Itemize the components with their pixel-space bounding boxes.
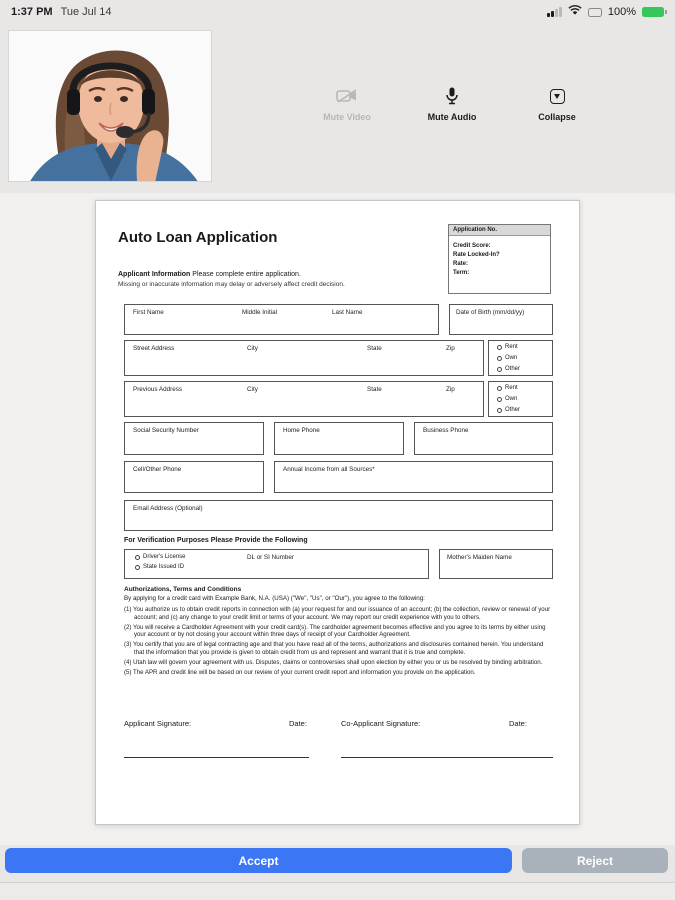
id-verification-box [124, 549, 429, 579]
applicant-information-heading: Applicant Information [118, 271, 191, 278]
own-radio: Own [497, 355, 517, 361]
collapse-button[interactable] [512, 84, 602, 123]
co-applicant-signature-label: Co-Applicant Signature: [341, 719, 421, 728]
previous-address-box [124, 381, 484, 417]
other-radio: Other [497, 407, 520, 413]
video-camera-muted-icon [302, 84, 392, 108]
state-label: State [367, 345, 382, 352]
cell-phone-label: Cell/Other Phone [133, 466, 182, 473]
applicant-information-note: Please complete entire application. [190, 271, 301, 278]
first-name-label: First Name [133, 309, 164, 316]
own-radio: Own [497, 396, 517, 402]
last-name-label: Last Name [332, 309, 363, 316]
microphone-icon [407, 84, 497, 108]
zip-label: Zip [446, 386, 455, 393]
terms-item: (3) You certify that you are of legal contracting age and that you have read all of the terms, authorizations and disclosures contained herein. You understand that the information that you provide is given to obtain credit from us and represent and warrant that it is true and complete. [124, 641, 544, 656]
ssn-label: Social Security Number [133, 427, 199, 434]
terms-item: (1) You authorize us to obtain credit reports in connection with (a) your request for and our issuance of an account; (b) the collection, review or renewal of your account; and (c) any change to your credit limit or terms of your account. We may report our credit experience with you to others. [124, 606, 551, 621]
street-address-label: Street Address [133, 345, 175, 352]
collapse-icon [512, 84, 602, 108]
verification-heading: For Verification Purposes Please Provide the Following [124, 537, 308, 544]
annual-income-box [274, 461, 553, 493]
business-phone-label: Business Phone [423, 427, 469, 434]
accessory-battery-icon [588, 8, 602, 17]
zip-label: Zip [446, 345, 455, 352]
street-address-box [124, 340, 484, 376]
clock-date: Tue Jul 14 [60, 6, 112, 18]
terms-item: (5) The APR and credit line will be based on our review of your current credit report and information you provide on the application. [124, 669, 476, 677]
agent-avatar [9, 31, 212, 182]
maiden-name-label: Mother's Maiden Name [447, 554, 512, 561]
city-label: City [247, 386, 258, 393]
home-phone-box [274, 422, 404, 455]
rent-radio: Rent [497, 344, 518, 350]
cellular-signal-icon [547, 7, 562, 17]
state-label: State [367, 386, 382, 393]
applicant-information-warning: Missing or inaccurate information may delay or adversely affect credit decision. [118, 281, 345, 288]
middle-initial-label: Middle Initial [242, 309, 277, 316]
applicant-signature-line [124, 757, 309, 758]
email-label: Email Address (Optional) [133, 505, 203, 512]
mute-video-label: Mute Video [323, 112, 371, 122]
dob-label: Date of Birth (mm/dd/yy) [456, 309, 525, 316]
ssn-field-box [124, 422, 264, 455]
business-phone-box [414, 422, 553, 455]
battery-icon [642, 7, 664, 17]
document-review-area [0, 193, 675, 845]
mute-video-button[interactable] [302, 84, 392, 123]
annual-income-label: Annual Income from all Sources* [283, 466, 375, 473]
previous-residence-options-box [488, 381, 553, 417]
video-call-thumbnail[interactable] [8, 30, 212, 182]
terms-item: (4) Utah law will govern your agreement with us. Disputes, claims or controversies shall upon election by either you or us be resolved by binding arbitration. [124, 659, 543, 667]
wifi-icon [568, 5, 582, 19]
drivers-license-radio: Driver's License [135, 554, 186, 560]
home-phone-label: Home Phone [283, 427, 320, 434]
reject-button[interactable]: Reject [522, 848, 668, 873]
email-field-box [124, 500, 553, 531]
terms-list [124, 606, 553, 679]
status-bar [0, 0, 675, 24]
dob-field-box [449, 304, 553, 335]
terms-item: (2) You will receive a Cardholder Agreement with your credit card(s). The cardholder agreement becomes effective and you agree to its terms by either using your account or by not closing your account within three days of receipt of your Cardholder Agreement. [124, 623, 546, 639]
state-issued-id-radio: State Issued ID [135, 564, 184, 570]
rent-radio: Rent [497, 385, 518, 391]
applicant-signature-label: Applicant Signature: [124, 719, 192, 728]
residence-options-box [488, 340, 553, 376]
applicant-date-label: Date: [289, 719, 307, 728]
rate-label: Rate: [453, 261, 469, 267]
application-no-label: Application No. [449, 225, 550, 236]
mute-audio-button[interactable] [407, 84, 497, 123]
collapse-label: Collapse [538, 112, 576, 122]
terms-intro: By applying for a credit card with Example Bank, N.A. (USA) ("We", "Us", or "Our"), you agree to the following: [124, 595, 425, 602]
battery-percent: 100% [607, 6, 636, 18]
credit-score-label: Credit Score: [453, 243, 491, 249]
name-field-box [124, 304, 439, 335]
auto-loan-application-document [95, 200, 580, 825]
city-label: City [247, 345, 258, 352]
clock-time: 1:37 PM [11, 6, 53, 18]
accept-button[interactable]: Accept [5, 848, 512, 873]
mute-audio-label: Mute Audio [427, 112, 477, 122]
applicant-information-line [118, 271, 301, 278]
other-radio: Other [497, 366, 520, 372]
rate-locked-label: Rate Locked-In? [453, 252, 500, 258]
document-title: Auto Loan Application [118, 229, 278, 246]
term-label: Term: [453, 270, 470, 276]
terms-heading: Authorizations, Terms and Conditions [124, 586, 242, 593]
footer-strip [0, 883, 675, 900]
co-applicant-signature-line [341, 757, 553, 758]
co-applicant-date-label: Date: [509, 719, 527, 728]
cell-phone-box [124, 461, 264, 493]
dl-number-label: DL or SI Number [247, 554, 295, 561]
previous-address-label: Previous Address [133, 386, 183, 393]
maiden-name-box [439, 549, 553, 579]
application-info-box [448, 224, 551, 294]
